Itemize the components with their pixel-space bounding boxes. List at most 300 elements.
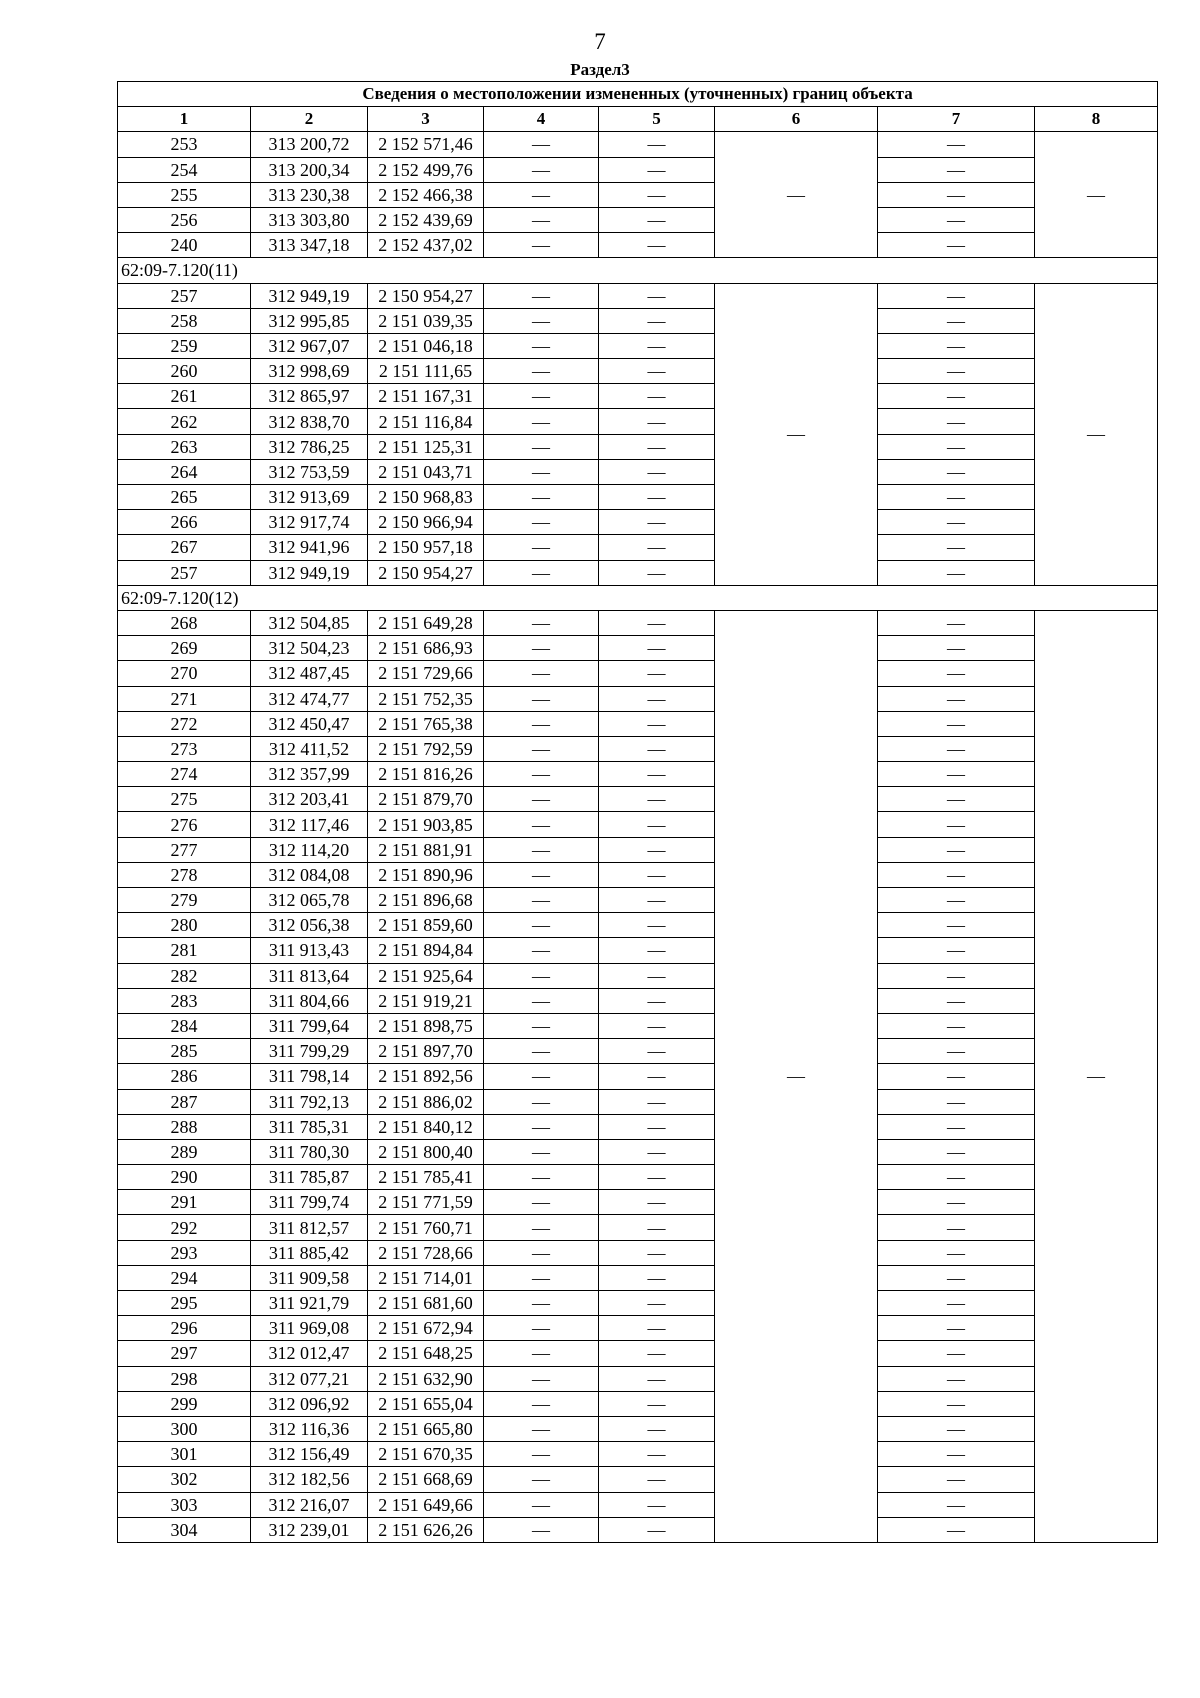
- col5-dash: —: [599, 384, 715, 409]
- col5-dash: —: [599, 787, 715, 812]
- col5-dash: —: [599, 459, 715, 484]
- table-row: [118, 1467, 1158, 1492]
- coord-y: 2 151 046,18: [368, 333, 484, 358]
- col7-dash: —: [878, 1316, 1035, 1341]
- col7-dash: —: [878, 1291, 1035, 1316]
- col7-dash: —: [878, 938, 1035, 963]
- col7-dash: —: [878, 560, 1035, 585]
- coord-y: 2 151 125,31: [368, 434, 484, 459]
- coord-y: 2 150 957,18: [368, 535, 484, 560]
- table-row: [118, 862, 1158, 887]
- col7-dash: —: [878, 661, 1035, 686]
- col7-dash: —: [878, 1366, 1035, 1391]
- table-row: [118, 938, 1158, 963]
- col5-dash: —: [599, 837, 715, 862]
- point-number: 275: [118, 787, 251, 812]
- col5-dash: —: [599, 862, 715, 887]
- table-row: [118, 510, 1158, 535]
- col5-dash: —: [599, 913, 715, 938]
- table-row: [118, 1265, 1158, 1290]
- coord-y: 2 151 668,69: [368, 1467, 484, 1492]
- coord-x: 313 200,72: [251, 132, 368, 157]
- col4-dash: —: [484, 1265, 599, 1290]
- col7-dash: —: [878, 762, 1035, 787]
- col4-dash: —: [484, 1089, 599, 1114]
- coord-x: 311 799,29: [251, 1039, 368, 1064]
- coord-x: 312 995,85: [251, 308, 368, 333]
- point-number: 268: [118, 610, 251, 635]
- table-row: [118, 1291, 1158, 1316]
- col4-dash: —: [484, 510, 599, 535]
- coord-x: 312 012,47: [251, 1341, 368, 1366]
- col4-dash: —: [484, 686, 599, 711]
- coord-x: 312 117,46: [251, 812, 368, 837]
- table-row: [118, 988, 1158, 1013]
- col7-dash: —: [878, 862, 1035, 887]
- column-header-8: 8: [1035, 107, 1158, 132]
- col7-dash: —: [878, 736, 1035, 761]
- col5-dash: —: [599, 233, 715, 258]
- table-row: [118, 333, 1158, 358]
- coord-y: 2 151 816,26: [368, 762, 484, 787]
- point-number: 278: [118, 862, 251, 887]
- col4-dash: —: [484, 862, 599, 887]
- table-row: [118, 888, 1158, 913]
- coord-x: 312 411,52: [251, 736, 368, 761]
- table-row: [118, 787, 1158, 812]
- point-number: 263: [118, 434, 251, 459]
- col5-dash: —: [599, 1064, 715, 1089]
- col7-dash: —: [878, 1265, 1035, 1290]
- coord-x: 312 786,25: [251, 434, 368, 459]
- col4-dash: —: [484, 359, 599, 384]
- coord-y: 2 151 840,12: [368, 1114, 484, 1139]
- coord-x: 311 913,43: [251, 938, 368, 963]
- coord-y: 2 151 649,66: [368, 1492, 484, 1517]
- coord-y: 2 151 681,60: [368, 1291, 484, 1316]
- coord-y: 2 151 800,40: [368, 1139, 484, 1164]
- table-row: [118, 711, 1158, 736]
- col5-dash: —: [599, 610, 715, 635]
- coord-x: 312 156,49: [251, 1442, 368, 1467]
- table-row: [118, 963, 1158, 988]
- column-header-2: 2: [251, 107, 368, 132]
- point-number: 300: [118, 1416, 251, 1441]
- coord-x: 312 504,85: [251, 610, 368, 635]
- col7-dash: —: [878, 233, 1035, 258]
- coord-y: 2 151 890,96: [368, 862, 484, 887]
- table-row: [118, 610, 1158, 635]
- col7-dash: —: [878, 308, 1035, 333]
- coord-x: 312 114,20: [251, 837, 368, 862]
- col5-dash: —: [599, 1265, 715, 1290]
- col5-dash: —: [599, 283, 715, 308]
- col5-dash: —: [599, 1366, 715, 1391]
- col7-dash: —: [878, 1139, 1035, 1164]
- coord-x: 311 812,57: [251, 1215, 368, 1240]
- table-row: [118, 233, 1158, 258]
- table-row: [118, 913, 1158, 938]
- col7-dash: —: [878, 1492, 1035, 1517]
- table-row: [118, 1391, 1158, 1416]
- column-header-7: 7: [878, 107, 1035, 132]
- point-number: 285: [118, 1039, 251, 1064]
- col5-dash: —: [599, 1165, 715, 1190]
- point-number: 255: [118, 182, 251, 207]
- col5-dash: —: [599, 636, 715, 661]
- col5-dash: —: [599, 132, 715, 157]
- point-number: 297: [118, 1341, 251, 1366]
- table-row: [118, 1240, 1158, 1265]
- col4-dash: —: [484, 988, 599, 1013]
- coord-y: 2 151 897,70: [368, 1039, 484, 1064]
- col5-dash: —: [599, 1139, 715, 1164]
- col5-dash: —: [599, 560, 715, 585]
- col7-dash: —: [878, 711, 1035, 736]
- col8-merged-dash: —: [1035, 610, 1158, 1542]
- point-number: 293: [118, 1240, 251, 1265]
- col5-dash: —: [599, 485, 715, 510]
- coord-y: 2 151 894,84: [368, 938, 484, 963]
- col8-merged-dash: —: [1035, 132, 1158, 258]
- col4-dash: —: [484, 636, 599, 661]
- col5-dash: —: [599, 308, 715, 333]
- col7-dash: —: [878, 837, 1035, 862]
- point-number: 291: [118, 1190, 251, 1215]
- col5-dash: —: [599, 434, 715, 459]
- table-caption: Сведения о местоположении измененных (уточненных) границ объекта: [118, 82, 1158, 107]
- coord-y: 2 151 116,84: [368, 409, 484, 434]
- coord-y: 2 151 785,41: [368, 1165, 484, 1190]
- coord-y: 2 151 886,02: [368, 1089, 484, 1114]
- col5-dash: —: [599, 1492, 715, 1517]
- coord-y: 2 151 670,35: [368, 1442, 484, 1467]
- col5-dash: —: [599, 333, 715, 358]
- col5-dash: —: [599, 1215, 715, 1240]
- col5-dash: —: [599, 1517, 715, 1542]
- col4-dash: —: [484, 913, 599, 938]
- point-number: 265: [118, 485, 251, 510]
- col7-dash: —: [878, 485, 1035, 510]
- col7-dash: —: [878, 1416, 1035, 1441]
- coord-y: 2 151 648,25: [368, 1341, 484, 1366]
- column-header-3: 3: [368, 107, 484, 132]
- point-number: 270: [118, 661, 251, 686]
- coord-x: 313 347,18: [251, 233, 368, 258]
- coord-x: 312 487,45: [251, 661, 368, 686]
- point-number: 240: [118, 233, 251, 258]
- col4-dash: —: [484, 787, 599, 812]
- table-row: [118, 283, 1158, 308]
- table-row: [118, 1341, 1158, 1366]
- col4-dash: —: [484, 1114, 599, 1139]
- col5-dash: —: [599, 510, 715, 535]
- table-row: [118, 661, 1158, 686]
- col4-dash: —: [484, 1165, 599, 1190]
- group-title: 62:09-7.120(11): [118, 258, 1158, 283]
- point-number: 304: [118, 1517, 251, 1542]
- col4-dash: —: [484, 938, 599, 963]
- table-row: [118, 1215, 1158, 1240]
- table-row: [118, 1165, 1158, 1190]
- col4-dash: —: [484, 333, 599, 358]
- coord-x: 312 949,19: [251, 283, 368, 308]
- col5-dash: —: [599, 1391, 715, 1416]
- coord-x: 311 799,74: [251, 1190, 368, 1215]
- col7-dash: —: [878, 459, 1035, 484]
- col4-dash: —: [484, 384, 599, 409]
- coord-y: 2 151 039,35: [368, 308, 484, 333]
- point-number: 281: [118, 938, 251, 963]
- coord-y: 2 150 954,27: [368, 560, 484, 585]
- point-number: 286: [118, 1064, 251, 1089]
- point-number: 276: [118, 812, 251, 837]
- col5-dash: —: [599, 686, 715, 711]
- coord-x: 311 909,58: [251, 1265, 368, 1290]
- coord-y: 2 151 925,64: [368, 963, 484, 988]
- coord-y: 2 151 649,28: [368, 610, 484, 635]
- col5-dash: —: [599, 1416, 715, 1441]
- table-row: [118, 560, 1158, 585]
- col6-merged-dash: —: [715, 283, 878, 585]
- point-number: 287: [118, 1089, 251, 1114]
- table-row: [118, 434, 1158, 459]
- col7-dash: —: [878, 333, 1035, 358]
- table-row: [118, 1114, 1158, 1139]
- col5-dash: —: [599, 661, 715, 686]
- col4-dash: —: [484, 434, 599, 459]
- column-header-4: 4: [484, 107, 599, 132]
- col7-dash: —: [878, 283, 1035, 308]
- col7-dash: —: [878, 1215, 1035, 1240]
- col5-dash: —: [599, 359, 715, 384]
- coord-x: 313 200,34: [251, 157, 368, 182]
- col5-dash: —: [599, 736, 715, 761]
- coord-x: 312 474,77: [251, 686, 368, 711]
- col8-merged-dash: —: [1035, 283, 1158, 585]
- col7-dash: —: [878, 510, 1035, 535]
- col5-dash: —: [599, 182, 715, 207]
- point-number: 260: [118, 359, 251, 384]
- table-row: [118, 1139, 1158, 1164]
- col4-dash: —: [484, 610, 599, 635]
- coord-x: 311 969,08: [251, 1316, 368, 1341]
- point-number: 261: [118, 384, 251, 409]
- coord-y: 2 151 896,68: [368, 888, 484, 913]
- col7-dash: —: [878, 1165, 1035, 1190]
- table-row: [118, 1064, 1158, 1089]
- col5-dash: —: [599, 207, 715, 232]
- col7-dash: —: [878, 359, 1035, 384]
- column-header-row: [118, 107, 1158, 132]
- point-number: 296: [118, 1316, 251, 1341]
- coord-x: 312 182,56: [251, 1467, 368, 1492]
- col4-dash: —: [484, 409, 599, 434]
- col5-dash: —: [599, 1114, 715, 1139]
- col7-dash: —: [878, 1114, 1035, 1139]
- point-number: 298: [118, 1366, 251, 1391]
- coord-y: 2 151 686,93: [368, 636, 484, 661]
- col7-dash: —: [878, 1039, 1035, 1064]
- table-row: [118, 1089, 1158, 1114]
- col5-dash: —: [599, 1341, 715, 1366]
- col5-dash: —: [599, 1013, 715, 1038]
- coord-x: 312 203,41: [251, 787, 368, 812]
- point-number: 289: [118, 1139, 251, 1164]
- table-body: [118, 82, 1158, 1543]
- point-number: 271: [118, 686, 251, 711]
- point-number: 272: [118, 711, 251, 736]
- col7-dash: —: [878, 888, 1035, 913]
- coord-x: 313 303,80: [251, 207, 368, 232]
- table-row: [118, 686, 1158, 711]
- coord-y: 2 151 765,38: [368, 711, 484, 736]
- point-number: 258: [118, 308, 251, 333]
- col5-dash: —: [599, 888, 715, 913]
- coord-x: 312 967,07: [251, 333, 368, 358]
- point-number: 257: [118, 560, 251, 585]
- coord-y: 2 151 632,90: [368, 1366, 484, 1391]
- coord-y: 2 151 859,60: [368, 913, 484, 938]
- col7-dash: —: [878, 988, 1035, 1013]
- point-number: 264: [118, 459, 251, 484]
- coord-y: 2 152 466,38: [368, 182, 484, 207]
- point-number: 267: [118, 535, 251, 560]
- col4-dash: —: [484, 1064, 599, 1089]
- table-caption-row: [118, 82, 1158, 107]
- table-row: [118, 736, 1158, 761]
- col4-dash: —: [484, 711, 599, 736]
- col4-dash: —: [484, 283, 599, 308]
- col4-dash: —: [484, 736, 599, 761]
- col5-dash: —: [599, 938, 715, 963]
- coord-x: 311 785,87: [251, 1165, 368, 1190]
- coord-y: 2 151 626,26: [368, 1517, 484, 1542]
- point-number: 299: [118, 1391, 251, 1416]
- col7-dash: —: [878, 1013, 1035, 1038]
- column-header-6: 6: [715, 107, 878, 132]
- coord-y: 2 152 499,76: [368, 157, 484, 182]
- col7-dash: —: [878, 535, 1035, 560]
- coord-x: 312 096,92: [251, 1391, 368, 1416]
- point-number: 254: [118, 157, 251, 182]
- point-number: 302: [118, 1467, 251, 1492]
- coord-x: 311 799,64: [251, 1013, 368, 1038]
- coord-x: 312 065,78: [251, 888, 368, 913]
- table-row: [118, 485, 1158, 510]
- col7-dash: —: [878, 812, 1035, 837]
- col7-dash: —: [878, 1064, 1035, 1089]
- col4-dash: —: [484, 1391, 599, 1416]
- col7-dash: —: [878, 207, 1035, 232]
- coord-y: 2 150 968,83: [368, 485, 484, 510]
- col4-dash: —: [484, 1366, 599, 1391]
- col5-dash: —: [599, 963, 715, 988]
- col4-dash: —: [484, 1240, 599, 1265]
- column-header-5: 5: [599, 107, 715, 132]
- coord-x: 312 116,36: [251, 1416, 368, 1441]
- coord-y: 2 151 043,71: [368, 459, 484, 484]
- table-row: [118, 1316, 1158, 1341]
- col7-dash: —: [878, 686, 1035, 711]
- coord-x: 311 813,64: [251, 963, 368, 988]
- col4-dash: —: [484, 1190, 599, 1215]
- coord-y: 2 151 655,04: [368, 1391, 484, 1416]
- coord-x: 312 450,47: [251, 711, 368, 736]
- coord-x: 311 792,13: [251, 1089, 368, 1114]
- point-number: 290: [118, 1165, 251, 1190]
- col5-dash: —: [599, 762, 715, 787]
- col7-dash: —: [878, 1391, 1035, 1416]
- col7-dash: —: [878, 132, 1035, 157]
- coord-y: 2 151 792,59: [368, 736, 484, 761]
- col7-dash: —: [878, 434, 1035, 459]
- col7-dash: —: [878, 610, 1035, 635]
- point-number: 292: [118, 1215, 251, 1240]
- point-number: 277: [118, 837, 251, 862]
- coord-x: 311 785,31: [251, 1114, 368, 1139]
- point-number: 294: [118, 1265, 251, 1290]
- col4-dash: —: [484, 1416, 599, 1441]
- coord-x: 311 921,79: [251, 1291, 368, 1316]
- coord-x: 311 780,30: [251, 1139, 368, 1164]
- coord-y: 2 151 728,66: [368, 1240, 484, 1265]
- coord-x: 313 230,38: [251, 182, 368, 207]
- col7-dash: —: [878, 1240, 1035, 1265]
- point-number: 253: [118, 132, 251, 157]
- coord-x: 311 804,66: [251, 988, 368, 1013]
- col7-dash: —: [878, 1190, 1035, 1215]
- table-row: [118, 1492, 1158, 1517]
- coord-x: 312 838,70: [251, 409, 368, 434]
- coord-x: 312 084,08: [251, 862, 368, 887]
- table-row: [118, 535, 1158, 560]
- col5-dash: —: [599, 157, 715, 182]
- point-number: 301: [118, 1442, 251, 1467]
- col4-dash: —: [484, 132, 599, 157]
- col5-dash: —: [599, 1291, 715, 1316]
- point-number: 288: [118, 1114, 251, 1139]
- point-number: 259: [118, 333, 251, 358]
- coord-y: 2 151 665,80: [368, 1416, 484, 1441]
- coord-y: 2 151 903,85: [368, 812, 484, 837]
- point-number: 273: [118, 736, 251, 761]
- col4-dash: —: [484, 1316, 599, 1341]
- coord-x: 312 917,74: [251, 510, 368, 535]
- coord-y: 2 152 439,69: [368, 207, 484, 232]
- table-row: [118, 812, 1158, 837]
- col4-dash: —: [484, 459, 599, 484]
- col7-dash: —: [878, 963, 1035, 988]
- coord-y: 2 151 714,01: [368, 1265, 484, 1290]
- table-row: [118, 308, 1158, 333]
- point-number: 266: [118, 510, 251, 535]
- point-number: 280: [118, 913, 251, 938]
- col7-dash: —: [878, 913, 1035, 938]
- col4-dash: —: [484, 1039, 599, 1064]
- table-row: [118, 157, 1158, 182]
- col5-dash: —: [599, 1240, 715, 1265]
- table-row: [118, 1190, 1158, 1215]
- table-row: [118, 837, 1158, 862]
- column-header-1: 1: [118, 107, 251, 132]
- col7-dash: —: [878, 787, 1035, 812]
- col4-dash: —: [484, 812, 599, 837]
- point-number: 257: [118, 283, 251, 308]
- coord-x: 311 885,42: [251, 1240, 368, 1265]
- table-row: [118, 1416, 1158, 1441]
- col6-merged-dash: —: [715, 610, 878, 1542]
